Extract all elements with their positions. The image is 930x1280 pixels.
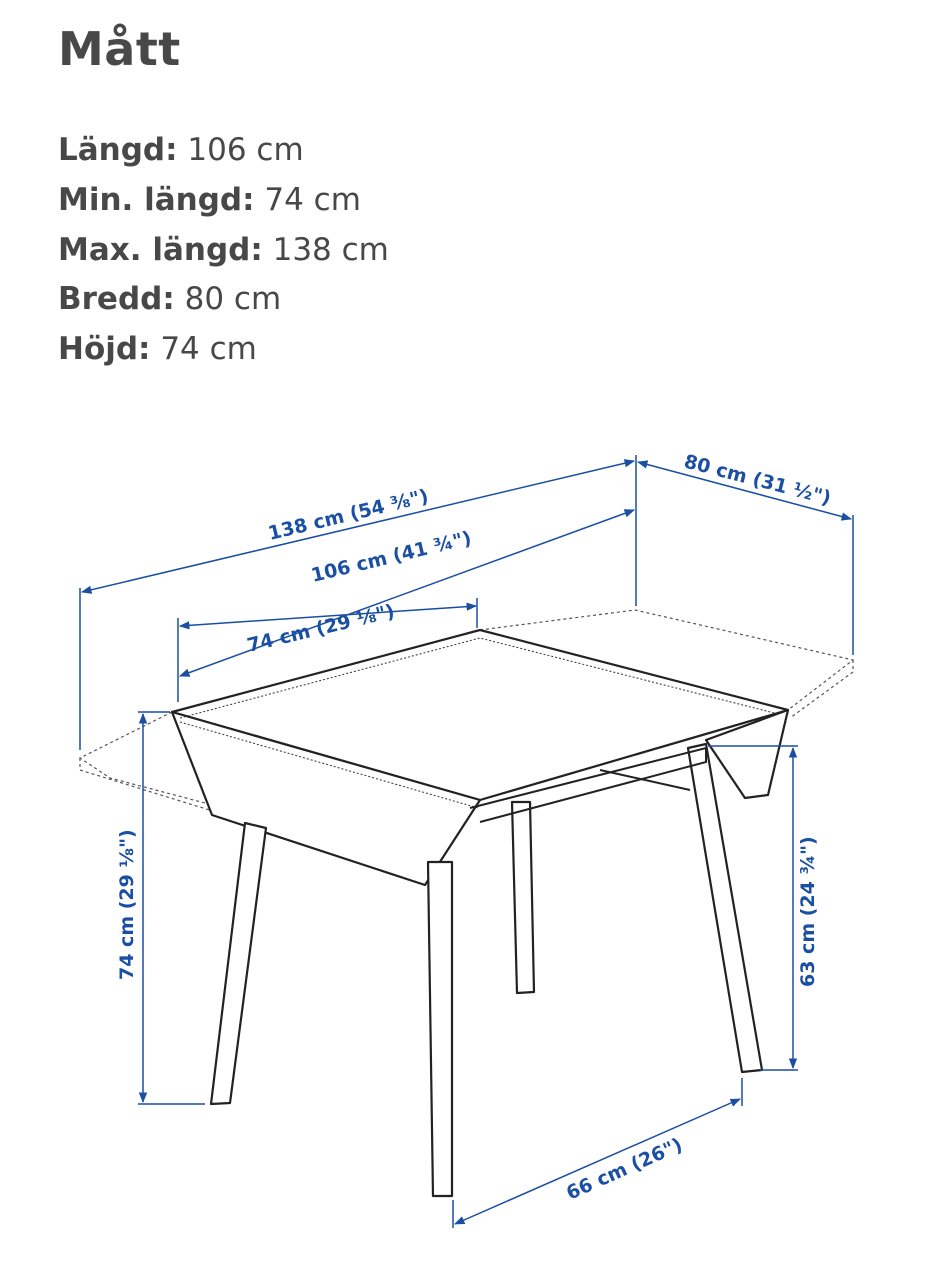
label-min-length: 74 cm (29 ⅛")	[245, 600, 397, 657]
spec-min-length-label: Min. längd:	[58, 181, 255, 218]
spec-height-label: Höjd:	[58, 331, 151, 368]
dimension-lines	[80, 455, 853, 1228]
spec-length-value: 106 cm	[187, 132, 304, 168]
spec-min-length-value: 74 cm	[264, 181, 361, 218]
label-height: 74 cm (29 ⅛")	[116, 829, 138, 980]
spec-height-value: 74 cm	[160, 331, 257, 368]
dim-line-leg-span	[455, 1099, 740, 1224]
spec-length-label: Längd:	[58, 132, 178, 168]
label-max-length: 138 cm (54 ⅜")	[266, 485, 431, 545]
label-width: 80 cm (31 ½")	[681, 450, 834, 510]
label-leg-span: 66 cm (26")	[563, 1133, 686, 1205]
page-title: Mått	[58, 22, 181, 76]
spec-max-length-label: Max. längd:	[58, 231, 263, 268]
spec-width-value: 80 cm	[184, 281, 282, 318]
label-leg-height: 63 cm (24 ¾")	[797, 836, 819, 987]
spec-max-length-value: 138 cm	[272, 231, 389, 268]
spec-width-label: Bredd:	[58, 281, 175, 318]
label-length: 106 cm (41 ¾")	[309, 527, 474, 587]
